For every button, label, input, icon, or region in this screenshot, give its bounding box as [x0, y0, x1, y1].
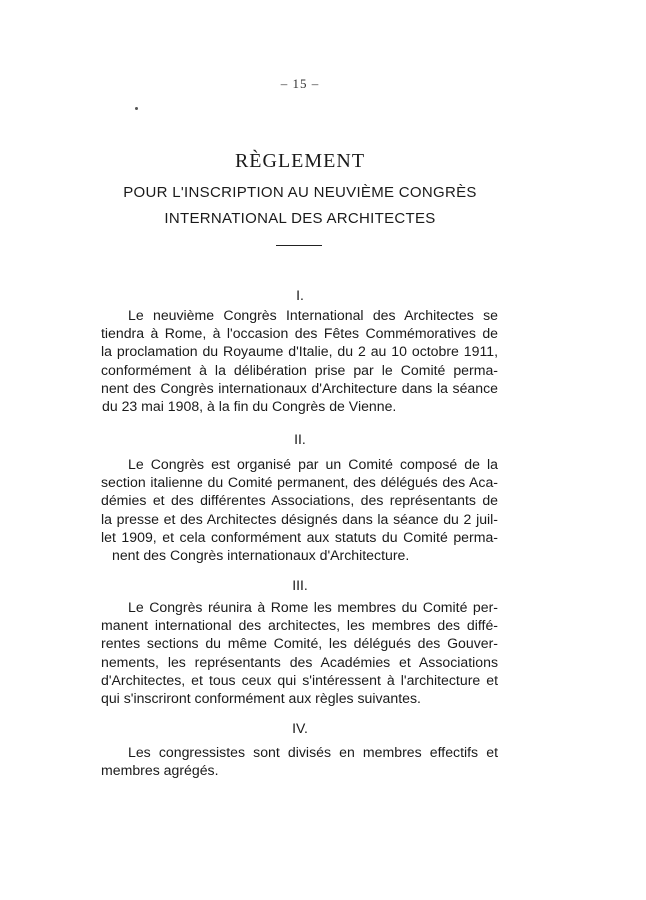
section-paragraph-4: [101, 743, 498, 779]
paragraph-line: Le Congrès réunira à Rome les membres du Comité per-: [128, 599, 498, 615]
section-numeral-4: IV.: [292, 720, 308, 736]
paragraph-line: rentes sections du même Comité, les délégués des Gouver-: [101, 635, 498, 652]
paragraph-line: la presse et des Architectes désignés dans la séance du 2 juil-: [101, 510, 498, 527]
paragraph-line: nent des Congrès internationaux d'Architecture.: [112, 547, 410, 564]
paragraph-line: démies et des différentes Associations, des représentants de: [101, 492, 498, 509]
section-paragraph-3: [101, 598, 498, 707]
paragraph-line: manent international des architectes, les membres des diffé-: [101, 617, 498, 634]
paragraph-line: la proclamation du Royaume d'Italie, du 2 au 10 octobre 1911,: [101, 343, 498, 360]
page-number: – 15 –: [280, 76, 320, 91]
paragraph-line: Le Congrès est organisé par un Comité composé de la: [128, 456, 498, 472]
paragraph-line: let 1909, et cela conformément aux statuts du Comité perma-: [101, 528, 498, 545]
paragraph-line: qui s'inscriront conformément aux règles suivantes.: [101, 690, 421, 707]
paragraph-line: d'Architectes, et tous ceux qui s'intéressent à l'architecture et: [101, 671, 498, 688]
paragraph-line: nent des Congrès internationaux d'Architecture dans la séance: [101, 379, 498, 396]
paragraph-line: tiendra à Rome, à l'occasion des Fêtes Commémoratives de: [101, 325, 498, 342]
section-paragraph-1: [101, 306, 498, 415]
paragraph-line: Les congressistes sont divisés en membres effectifs et: [128, 744, 498, 760]
document-title: RÈGLEMENT: [234, 150, 366, 172]
section-numeral-3: III.: [292, 577, 308, 593]
paragraph-line: du 23 mai 1908, à la fin du Congrès de Vienne.: [102, 398, 397, 415]
section-numeral-1: I.: [296, 287, 304, 303]
ink-speck: [135, 107, 138, 110]
title-divider: [276, 245, 322, 247]
section-paragraph-2: [101, 455, 498, 564]
section-numeral-2: II.: [294, 431, 306, 447]
paragraph-line: section italienne du Comité permanent, des délégués des Aca-: [101, 474, 498, 491]
paragraph-line: nements, les représentants des Académies et Associations: [101, 653, 498, 670]
document-subtitle-line-2: INTERNATIONAL DES ARCHITECTES: [164, 210, 436, 227]
paragraph-line: conformément à la délibération prise par le Comité perma-: [101, 361, 498, 378]
paragraph-line: Le neuvième Congrès International des Architectes se: [128, 307, 498, 323]
paragraph-line: membres agrégés.: [101, 762, 219, 779]
document-subtitle-line-1: POUR L'INSCRIPTION AU NEUVIÈME CONGRÈS: [123, 184, 477, 201]
